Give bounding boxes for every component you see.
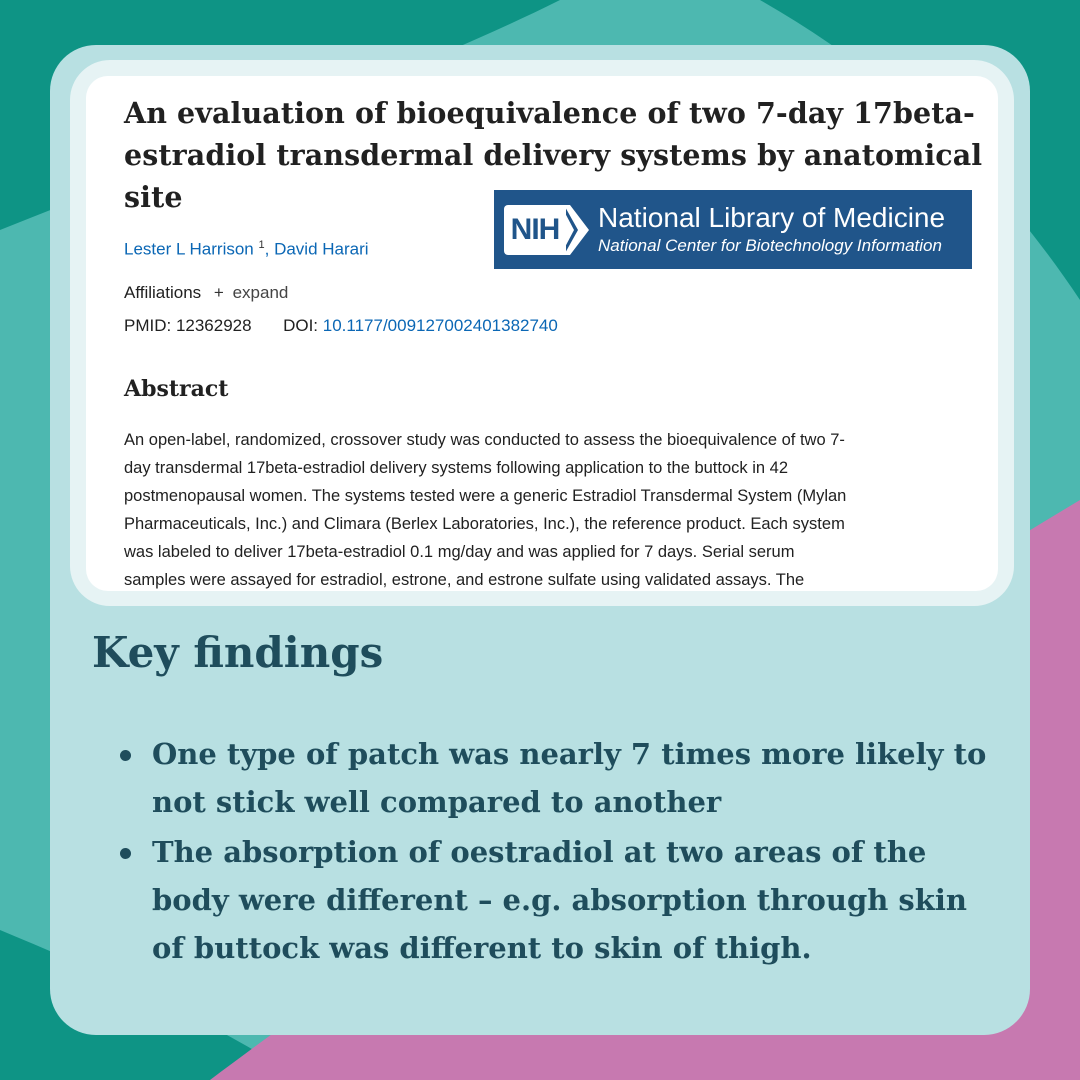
key-findings-list	[112, 730, 992, 974]
author-link[interactable]: David Harari	[274, 239, 369, 259]
affiliations-row	[124, 283, 288, 303]
abstract-line: was labeled to deliver 17beta-estradiol 0.1 mg/day and was applied for 7 days. Serial serum	[124, 543, 795, 561]
abstract-line: postmenopausal women. The systems tested were a generic Estradiol Transdermal System (Mylan	[124, 487, 847, 505]
paper-title-line: estradiol transdermal delivery systems by anatomical	[124, 138, 983, 172]
doi-label: DOI:	[283, 316, 319, 335]
author-separator: ,	[264, 239, 275, 259]
nih-name: National Library of Medicine	[598, 201, 946, 233]
abstract-heading: Abstract	[124, 376, 229, 402]
expand-affiliations-button[interactable]: expand	[232, 283, 289, 302]
identifiers-row	[124, 316, 558, 336]
nih-badge	[504, 205, 588, 255]
abstract-line: An open-label, randomized, crossover study was conducted to assess the bioequivalence of two 7-	[124, 431, 845, 449]
paper-title-line: site	[124, 180, 183, 214]
pmid-label: PMID: 12362928	[124, 316, 252, 335]
key-finding-item: The absorption of oestradiol at two areas of the body were different – e.g. absorption through skin of buttock was different to skin of thigh.	[112, 828, 992, 972]
pubmed-screenshot	[86, 76, 998, 591]
doi-link[interactable]: 10.1177/009127002401382740	[322, 316, 558, 335]
nih-logo	[494, 190, 972, 269]
key-finding-item: One type of patch was nearly 7 times more likely to not stick well compared to another	[112, 730, 992, 826]
affiliations-label: Affiliations	[124, 283, 202, 302]
author-list	[124, 239, 369, 260]
abstract-line: Pharmaceuticals, Inc.) and Climara (Berlex Laboratories, Inc.), the reference product. Each system	[124, 515, 845, 533]
nih-logo-text	[598, 203, 945, 257]
abstract-line: day transdermal 17beta-estradiol delivery systems following application to the buttock in 42	[124, 459, 789, 477]
paper-title-line: An evaluation of bioequivalence of two 7-day 17beta-	[124, 96, 975, 130]
nih-badge-text: NIH	[504, 205, 566, 255]
plus-icon[interactable]: +	[213, 283, 224, 302]
affiliation-ref[interactable]: 1	[258, 239, 265, 251]
author-link[interactable]: Lester L Harrison	[124, 239, 254, 259]
abstract-text	[124, 426, 974, 591]
nih-subtitle: National Center for Biotechnology Information	[598, 235, 942, 255]
nih-chevron-icon	[564, 205, 590, 255]
abstract-line: samples were assayed for estradiol, estrone, and estrone sulfate using validated assays. The	[124, 571, 805, 589]
key-findings-heading: Key findings	[92, 628, 384, 677]
